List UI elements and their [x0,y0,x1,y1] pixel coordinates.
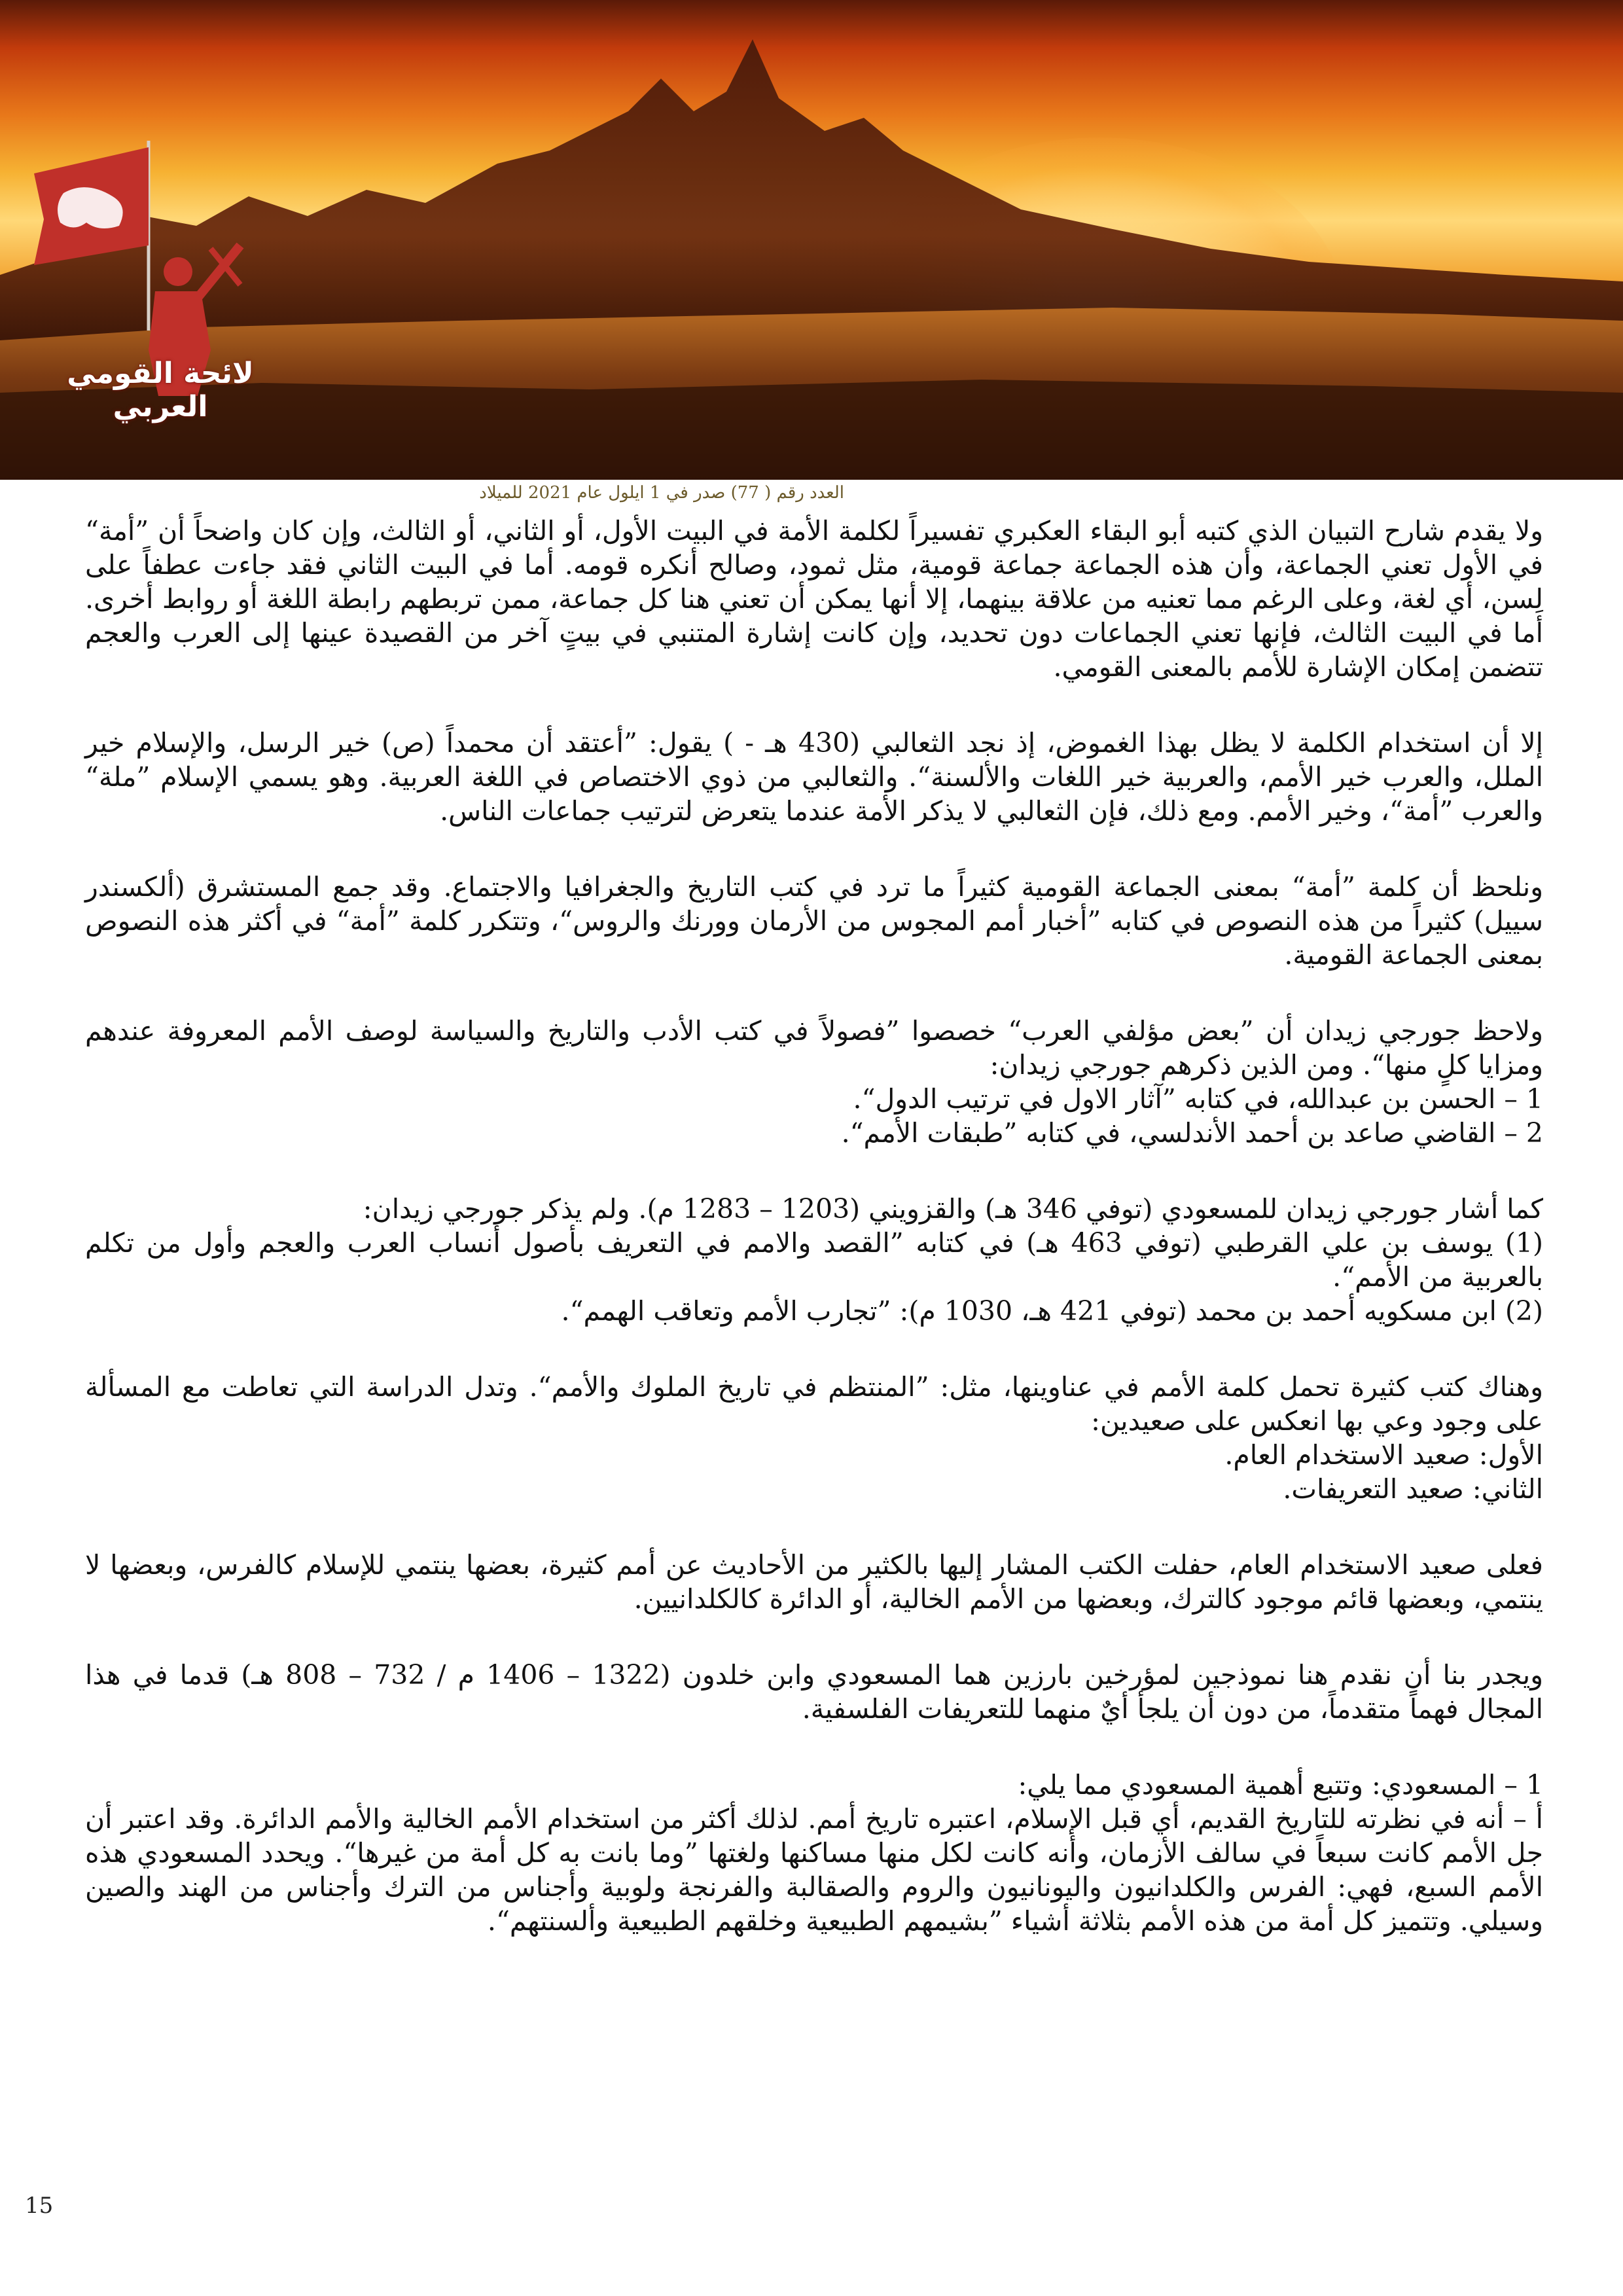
titles-section [85,1370,1543,1506]
masudi-section [85,1768,1543,1938]
masudi-ref-intro: كما أشار جورجي زيدان للمسعودي (توفي 346 هـ) والقزويني (1203 – 1283 م). ولم يذكر جورجي زيدان: [363,1193,1543,1225]
paragraph-3: ونلحظ أن كلمة ”أمة“ بمعنى الجماعة القومية كثيراً ما ترد في كتب التاريخ والجغرافيا والاجتماع. وقد جمع المستشرق (ألكسندر سييل) كثيراً من هذه النصوص في كتابه ”أخبار أمم المجوس من الأرمان وورنك والروس“، وتتكرر كلمة ”أمة“ في أكثر هذه النصوص بمعنى الجماعة القومية. [85,871,1543,971]
page-number: 15 [25,2193,54,2219]
paragraph-1: ولا يقدم شارح التبيان الذي كتبه أبو البقاء العكبري تفسيراً لكلمة الأمة في البيت الأول، أو الثاني، أو الثالث، وإن كان واضحاً أن ”أمة“ في الأول تعني الجماعة، وأن هذه الجماعة جماعة قومية، مثل ثمود، وصالح أنكره قومه. أما في البيت الثاني فقد جاءت عطفاً على لِسن، أي لغة، وعلى الرغم مما تعنيه من علاقة بينهما، إلا أنها يمكن أن تعني هنا كل جماعة، ممن تربطهم رابطة اللغة أو روابط أخرى. أما في البيت الثالث، فإنها تعني الجماعات دون تحديد، وإن كانت إشارة المتنبي في بيتٍ آخر من القصيدة عينها إلى العرب والعجم تتضمن إمكان الإشارة للأمم بالمعنى القومي. [85,515,1544,683]
masudi-ref-item-2: (2) ابن مسكويه أحمد بن محمد (توفي 421 هـ، 1030 م): ”تجارب الأمم وتعاقب الهمم“. [561,1295,1543,1327]
titles-intro: وهناك كتب كثيرة تحمل كلمة الأمم في عناوينها، مثل: ”المنتظم في تاريخ الملوك والأمم“. وتدل الدراسة التي تعاطت مع المسألة على وجود وعي بها انعكس على صعيدين: [85,1371,1543,1437]
masudi-ref-item-1: (1) يوسف بن علي القرطبي (توفي 463 هـ) في كتابه ”القصد والامم في التعريف بأصول أنساب العرب والعجم وأول من تكلم بالعربية من الأمم“. [85,1227,1543,1293]
zaydan-section [85,1014,1543,1150]
header-banner [0,0,1623,480]
zaydan-intro: ولاحظ جورجي زيدان أن ”بعض مؤلفي العرب“ خصصوا ”فصولاً في كتب الأدب والتاريخ والسياسة لوصف الأمم المعروفة عندهم ومزايا كلٍ منها“. ومن الذين ذكرهم جورجي زيدان: [85,1015,1543,1081]
masudi-reference-section [85,1192,1543,1328]
paragraph-two-historians: ويجدر بنا أن نقدم هنا نموذجين لمؤرخين بارزين هما المسعودي وابن خلدون (1322 – 1406 م / 732 – 808 هـ) قدما في هذا المجال فهماً متقدماً، من دون أن يلجأ أيٌ منهما للتعريفات الفلسفية. [85,1659,1543,1725]
zaydan-item-1: 1 – الحسن بن عبدالله، في كتابه ”آثار الاول في ترتيب الدول“. [853,1083,1543,1115]
paragraph-general-use: فعلى صعيد الاستخدام العام، حفلت الكتب المشار إليها بالكثير من الأحاديث عن أمم كثيرة، بعضها ينتمي للإسلام كالفرس، وبعضها لا ينتمي، وبعضها قائم موجود كالترك، وبعضها من الأمم الخالية، أو الدائرة كالكلدانيين. [85,1549,1543,1615]
titles-second: الثاني: صعيد التعريفات. [1283,1473,1543,1505]
logo-text: لائحة القومي العربي [67,357,254,423]
titles-first: الأول: صعيد الاستخدام العام. [1224,1439,1543,1471]
issue-line: العدد رقم ( 77) صدر في 1 ايلول عام 2021 للميلاد [479,483,844,503]
masudi-heading: 1 – المسعودي: وتتبع أهمية المسعودي مما يلي: [1018,1769,1543,1801]
masudi-body: أ – أنه في نظرته للتاريخ القديم، أي قبل الإسلام، اعتبره تاريخ أمم. لذلك أكثر من استخدام الأمم الخالية والأمم الدائرة. وقد اعتبر أن جل الأمم كانت سبعاً في سالف الأزمان، وأنه كانت لكل منها مساكنها ولغتها ”وما بانت به كل أمة من غيرها“. ويحدد المسعودي هذه الأمم السبع، فهي: الفرس والكلدانيون واليونانيون والروم والصقالبة والفرنجة ولوبية وأجناس من الترك وأجناس من الهند والصين وسيلي. وتتميز كل أمة من هذه الأمم بثلاثة أشياء ”بشيمهم الطبيعية وخلقهم الطبيعية وألسنتهم“. [85,1803,1543,1937]
zaydan-item-2: 2 – القاضي صاعد بن أحمد الأندلسي، في كتابه ”طبقات الأمم“. [841,1117,1543,1149]
article-body [85,514,1543,1938]
paragraph-2: إلا أن استخدام الكلمة لا يظل بهذا الغموض، إذ نجد الثعالبي (430 هـ - ) يقول: ”أعتقد أن محمداً (ص) خير الرسل، والإسلام خير الملل، والعرب خير الأمم، والعربية خير اللغات والألسنة“. والثعالبي من ذوي الاختصاص في اللغة العربية. وهو يسمي الإسلام ”ملة“ والعرب ”أمة“، وخير الأمم. ومع ذلك، فإن الثعالبي لا يذكر الأمة عندما يتعرض لترتيب جماعات الناس. [85,727,1543,827]
